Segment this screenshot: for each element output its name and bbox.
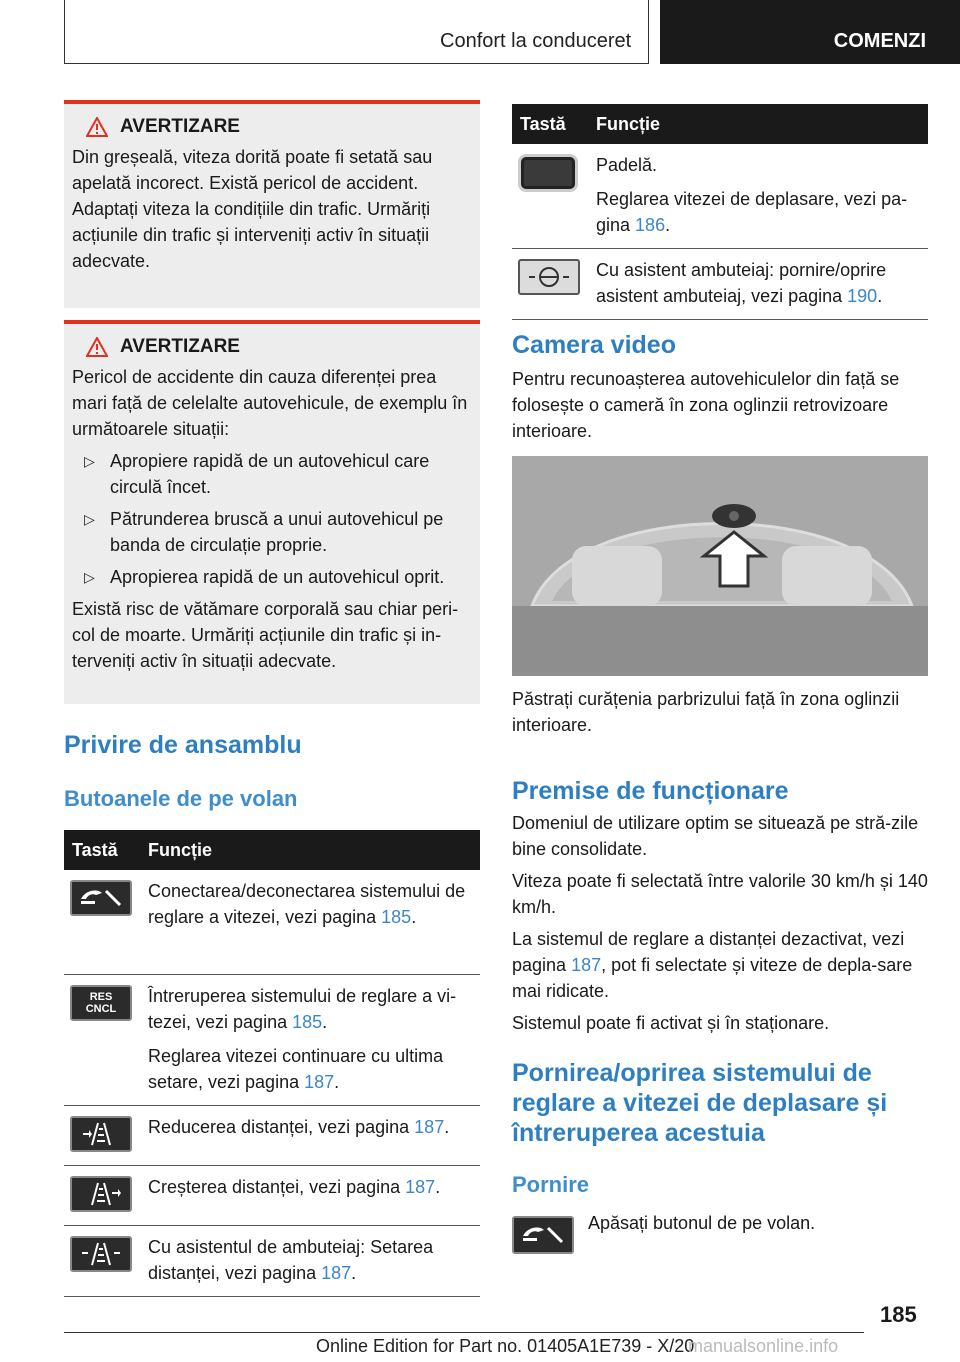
camera-text: Pentru recunoașterea autovehiculelor din față se folosește o cameră în zona oglinzii retrovizoare interioare. [512, 369, 900, 441]
distance-increase-icon [70, 1176, 132, 1212]
page-link[interactable]: 185 [292, 1011, 323, 1032]
row-text-end: . [435, 1176, 441, 1197]
section-subtitle-buttons: Butoanele de pe volan [64, 786, 298, 811]
warning-box-2 [64, 320, 480, 704]
list-item: ▷ Apropierea rapidă de un autovehicul oprit. [72, 564, 472, 590]
camera-location-illustration [512, 456, 928, 676]
row-text: Reglarea vitezei continuare cu ultima setare, vezi pagina [148, 1045, 444, 1092]
traffic-jam-assistant-icon [518, 259, 580, 295]
row-text-end: . [665, 215, 671, 235]
warning-title [72, 336, 472, 358]
table-row [512, 144, 928, 249]
cncl-label: CNCL [85, 1002, 117, 1015]
premise-text-2: Viteza poate fi selectată între valorile 30 km/h și 140 km/h. [512, 871, 928, 917]
row-text: Creșterea distanței, vezi pagina [148, 1176, 406, 1197]
column-header-key: Tastă [64, 830, 140, 870]
header-section-title: Confort la conduceret [440, 30, 632, 52]
premise-text-1: Domeniul de utilizare optim se situează pe stră‐zile bine consolidate. [512, 813, 919, 859]
res-label: RES [89, 990, 113, 1003]
warning-triangle-icon [86, 117, 108, 137]
row-text: Conectarea/deconectarea sistemului de reglare a vitezei, vezi pagina [148, 881, 466, 927]
footer-watermark: manualsonline.info [688, 1336, 839, 1356]
camera-caption: Păstrați curățenia parbrizului față în zona oglinzii interioare. [512, 689, 900, 735]
warning-box-1 [64, 100, 480, 308]
premise-text-3 [512, 926, 928, 1004]
section-title-premise: Premise de funcționare [512, 777, 789, 805]
row-text-end: . [322, 1011, 328, 1032]
row-text: Întreruperea sistemului de reglare a vi‐tezei, vezi pagina [148, 985, 457, 1032]
paddle-icon [518, 154, 578, 192]
page-link[interactable]: 187 [414, 1116, 445, 1137]
footer-edition: Online Edition for Part no. 01405A1E739 - X/20 [316, 1336, 695, 1356]
premise-text-3a: La sistemul de reglare a distanței dezactivat, vezi pagina [512, 929, 905, 975]
column-header-function: Funcție [588, 104, 928, 144]
distance-decrease-icon [70, 1116, 132, 1152]
row-text-end: . [334, 1071, 340, 1092]
header-rule-bottom [64, 63, 648, 64]
list-item: ▷ Pătrunderea bruscă a unui autovehicul pe banda de circulație proprie. [72, 506, 472, 558]
section-title-overview: Privire de ansamblu [64, 731, 302, 759]
premise-text-3b: , pot fi selectate și viteze de depla‐sare mai ridicate. [512, 955, 913, 1001]
table-row [64, 1105, 480, 1165]
table-row [64, 974, 480, 1105]
section-subtitle-start: Pornire [512, 1172, 590, 1197]
page-link[interactable]: 187 [304, 1071, 335, 1092]
warning-title [72, 116, 472, 138]
warning-outro: Există risc de vătămare corporală sau chiar peri‐col de moarte. Urmăriți acțiunile din trafic și in‐terveniți activ în situații adecvate. [72, 599, 459, 671]
premise-text-4: Sistemul poate fi activat și în staționare. [512, 1013, 830, 1033]
table-row [64, 1165, 480, 1225]
row-text: Cu asistentul de ambuteiaj: Setarea distanței, vezi pagina [148, 1236, 434, 1283]
warning-text: Din greșeală, viteza dorită poate fi setată sau apelată incorect. Există pericol de accident. Adaptați viteza la condițiile din trafic. Urmăriți acțiunile din trafic și interveniți activ în situații adecvate. [72, 147, 433, 271]
row-text: Reglarea vitezei de deplasare, vezi pa‐gina [596, 189, 908, 235]
table-row [64, 1225, 480, 1296]
row-text-end: . [411, 907, 417, 927]
list-item: ▷ Apropiere rapidă de un autovehicul care circulă încet. [72, 448, 472, 500]
footer-rule [64, 1332, 864, 1333]
start-text: Apăsați butonul de pe volan. [588, 1213, 816, 1233]
warning-title-text: AVERTIZARE [120, 336, 240, 357]
cruise-control-icon [512, 1216, 574, 1254]
page-link[interactable]: 187 [321, 1262, 352, 1283]
column-header-key: Tastă [512, 104, 588, 144]
row-text-end: . [444, 1116, 450, 1137]
res-cncl-icon [70, 985, 132, 1021]
section-title-start-stop: Pornirea/oprirea sistemului de reglare a vitezei de deplasare și întreruperea acestuia [512, 1059, 888, 1147]
warning-title-text: AVERTIZARE [120, 116, 240, 137]
page-link[interactable]: 187 [571, 955, 602, 975]
buttons-table-right [512, 104, 928, 320]
header-chapter-label: COMENZI [833, 29, 926, 52]
column-header-function: Funcție [140, 830, 480, 870]
page-link[interactable]: 187 [405, 1176, 436, 1197]
header-chapter-tab[interactable] [660, 0, 960, 64]
buttons-table-left [64, 830, 480, 1297]
cruise-control-icon [70, 880, 132, 916]
section-title-camera: Camera video [512, 331, 676, 359]
page-link[interactable]: 186 [635, 215, 666, 235]
traffic-jam-distance-icon [70, 1236, 132, 1272]
page-number: 185 [880, 1302, 917, 1327]
page-link[interactable]: 190 [847, 286, 878, 306]
row-text-end: . [351, 1262, 357, 1283]
table-row [512, 249, 928, 320]
row-text: Reducerea distanței, vezi pagina [148, 1116, 415, 1137]
warning-intro: Pericol de accidente din cauza diferenței prea mari față de celelalte autovehicule, de exemplu în următoarele situații: [72, 367, 468, 439]
table-row [64, 870, 480, 974]
header-rule-left [64, 0, 65, 64]
warning-triangle-icon [86, 337, 108, 357]
header-rule-mid [648, 0, 649, 64]
page-link[interactable]: 185 [381, 907, 412, 927]
row-text-end: . [877, 286, 883, 306]
row-text: Cu asistent ambuteiaj: pornire/oprire asistent ambuteiaj, vezi pagina [596, 260, 887, 306]
warning-list [72, 448, 472, 590]
row-text: Padelă. [596, 155, 658, 175]
